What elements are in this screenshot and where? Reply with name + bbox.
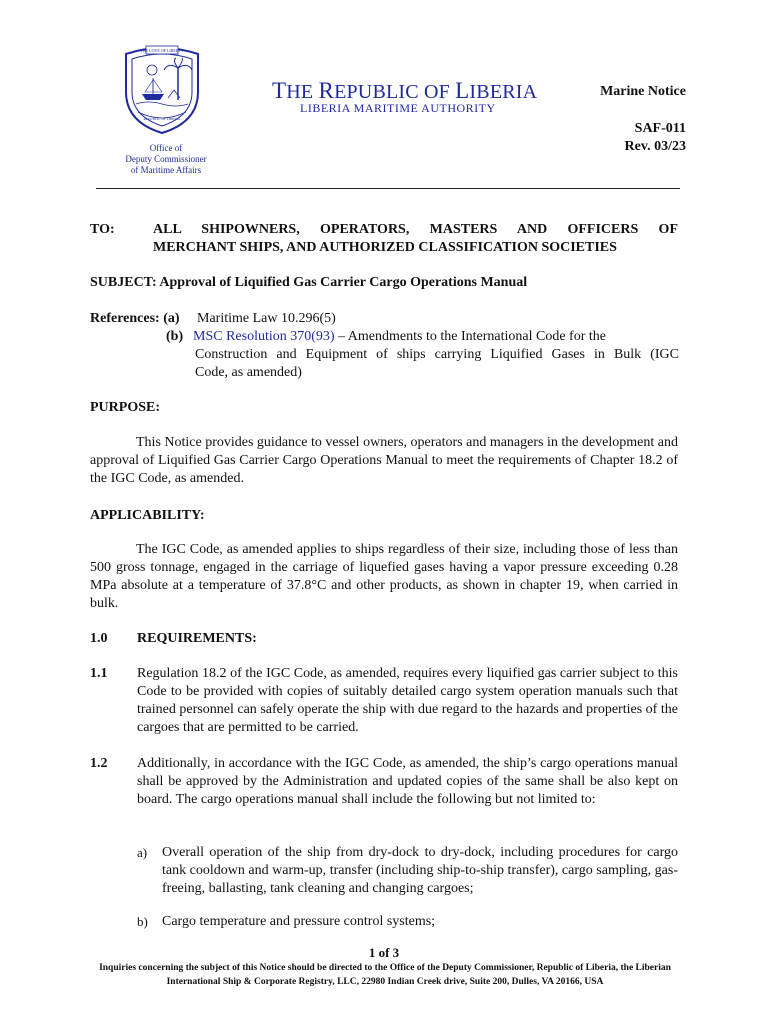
requirements-number: 1.0 <box>90 631 108 646</box>
purpose-text: This Notice provides guidance to vessel owners, operators and managers in the development and approval of Liquified Gas Carrier Cargo Operations Manual to meet the requirements of Chapter 18.2 of the IGC Code, as amended. <box>90 435 678 486</box>
svg-text:THE LOVE OF LIBERTY: THE LOVE OF LIBERTY <box>140 48 184 53</box>
footer-inquiries: Inquiries concerning the subject of this Notice should be directed to the Office of the Deputy Commissioner, Republic of Liberia, the Liberian International Ship & Corporate Registry, LLC, 22980 Indian Creek drive, Suite 200, Dulles, VA 20166, USA <box>99 963 671 987</box>
requirements-heading: REQUIREMENTS: <box>137 631 257 646</box>
office-line-3: of Maritime Affairs <box>130 165 202 175</box>
item-1-1-text: Regulation 18.2 of the IGC Code, as amended, requires every liquified gas carrier subject to this Code to be provided with copies of suitably detailed cargo system operation manuals such that trained personnel can safely operate the ship with due regard to the hazards and properties of the cargoes that are permitted to be carried. <box>137 666 678 735</box>
liberia-seal-logo <box>118 40 206 136</box>
header-divider <box>96 188 680 189</box>
subject-line: SUBJECT: Approval of Liquified Gas Carrier Cargo Operations Manual <box>90 275 528 290</box>
notice-type: Marine Notice <box>600 84 686 99</box>
reference-b-line-1: MSC Resolution 370(93) – Amendments to the International Code for the <box>193 329 606 344</box>
republic-title: THE REPUBLIC OF LIBERIA <box>272 78 538 103</box>
to-label: TO: <box>90 222 115 237</box>
to-line-1: ALL SHIPOWNERS, OPERATORS, MASTERS AND OFFICERS OF <box>153 222 678 237</box>
to-line-2: MERCHANT SHIPS, AND AUTHORIZED CLASSIFICATION SOCIETIES <box>153 240 617 255</box>
item-1-2-number: 1.2 <box>90 756 108 771</box>
item-1-1-number: 1.1 <box>90 666 108 681</box>
reference-b-line-2: Construction and Equipment of ships carrying Liquified Gases in Bulk (IGC <box>195 347 679 362</box>
reference-b-line-3: Code, as amended) <box>195 365 302 380</box>
applicability-heading: APPLICABILITY: <box>90 508 205 523</box>
office-caption <box>110 143 222 176</box>
sub-item-b-text: Cargo temperature and pressure control systems; <box>162 914 436 929</box>
sub-item-a-text: Overall operation of the ship from dry-dock to dry-dock, including procedures for cargo tank cooldown and warm-up, transfer (including ship-to-ship transfer), cargo sampling, gas-freeing, ballasting, tank cleaning and changing cargoes; <box>162 845 678 896</box>
reference-a: Maritime Law 10.296(5) <box>197 311 336 326</box>
references-label: References: (a) <box>90 311 180 326</box>
office-line-1: Office of <box>149 143 183 153</box>
reference-b-label: (b) <box>166 329 184 344</box>
sub-item-b-label: b) <box>137 914 148 929</box>
notice-code: SAF-011 <box>634 121 686 136</box>
sub-item-a-label: a) <box>137 845 148 860</box>
office-line-2: Deputy Commissioner <box>125 154 207 164</box>
svg-text:REPUBLIC OF LIBERIA: REPUBLIC OF LIBERIA <box>143 117 181 121</box>
page-number: 1 of 3 <box>368 945 400 960</box>
item-1-2-text: Additionally, in accordance with the IGC Code, as amended, the ship’s cargo operations manual shall be approved by the Administration and updated copies of the same shall be also kept on board. The cargo operations manual shall include the following but not limited to: <box>137 756 678 807</box>
purpose-heading: PURPOSE: <box>90 400 160 415</box>
notice-code-block <box>625 120 686 156</box>
applicability-text: The IGC Code, as amended applies to ships regardless of their size, including those of less than 500 gross tonnage, engaged in the carriage of liquefied gases having a vapor pressure exceeding 0.28 MPa absolute at a temperature of 37.8°C and other products, as shown in chapter 19, when carried in bulk. <box>90 542 678 611</box>
revision: Rev. 03/23 <box>624 139 686 154</box>
msc-resolution-link[interactable]: MSC Resolution 370(93) <box>193 329 335 344</box>
authority-subtitle: LIBERIA MARITIME AUTHORITY <box>300 101 496 115</box>
